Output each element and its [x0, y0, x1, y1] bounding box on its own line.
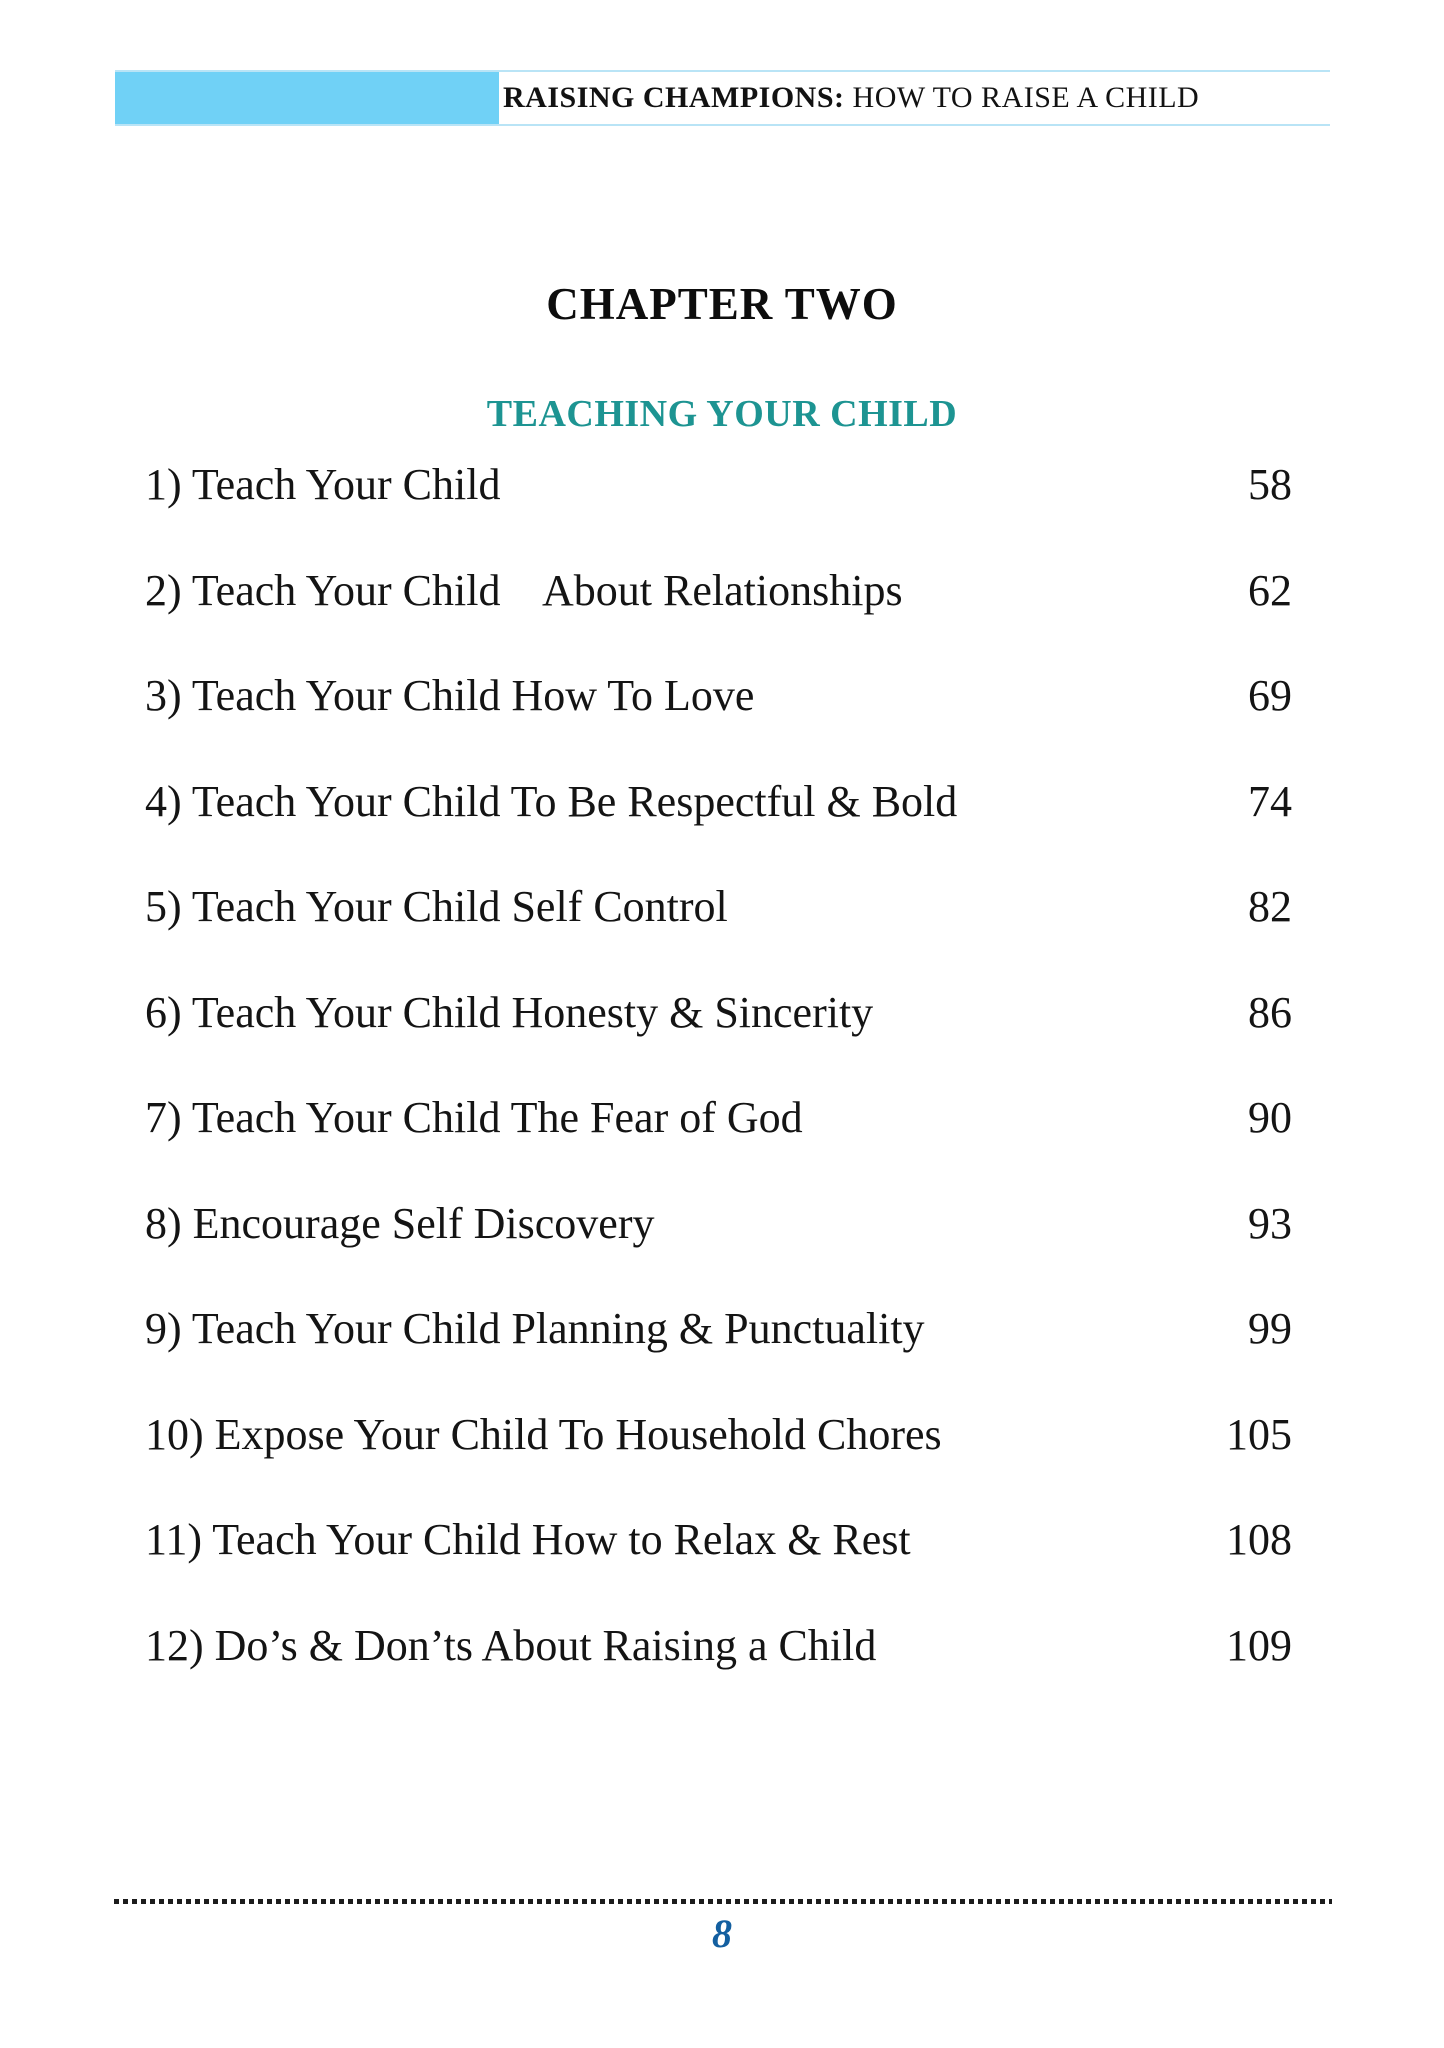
toc-row[interactable] [115, 749, 1330, 855]
toc-item-title: 8) Encourage Self Discovery [145, 1198, 655, 1248]
toc-row[interactable] [115, 1065, 1330, 1171]
toc-row[interactable] [115, 1276, 1330, 1382]
toc-item-title: 1) Teach Your Child [145, 460, 501, 510]
toc-item-title: 7) Teach Your Child The Fear of God [145, 1093, 803, 1143]
header-accent-bar [115, 72, 499, 124]
toc-item-page: 82 [1248, 882, 1292, 932]
toc-item-page: 90 [1248, 1093, 1292, 1143]
toc-item-page: 93 [1248, 1198, 1292, 1248]
page-header [115, 70, 1330, 126]
header-title-bold: RAISING CHAMPIONS: [503, 81, 845, 114]
header-title [503, 72, 1199, 124]
toc-row[interactable] [115, 643, 1330, 749]
toc-item-page: 58 [1248, 460, 1292, 510]
toc-row[interactable] [115, 1593, 1330, 1699]
toc-item-page: 86 [1248, 987, 1292, 1037]
toc-item-page: 109 [1226, 1620, 1292, 1670]
toc-item-title: 4) Teach Your Child To Be Respectful & Bold [145, 776, 958, 826]
toc-list [115, 432, 1330, 1698]
toc-item-title: 10) Expose Your Child To Household Chores [145, 1409, 942, 1459]
toc-item-page: 105 [1226, 1409, 1292, 1459]
toc-row[interactable] [115, 1171, 1330, 1277]
chapter-subtitle: TEACHING YOUR CHILD [486, 392, 958, 435]
footer-divider [114, 1899, 1332, 1904]
toc-item-title: 9) Teach Your Child Planning & Punctuality [145, 1304, 925, 1354]
toc-row[interactable] [115, 960, 1330, 1066]
chapter-title: CHAPTER TWO [546, 279, 898, 330]
toc-item-page: 69 [1248, 671, 1292, 721]
page-number: 8 [712, 1911, 732, 1956]
toc-row[interactable] [115, 538, 1330, 644]
toc-item-title: 11) Teach Your Child How to Relax & Rest [145, 1515, 911, 1565]
toc-row[interactable] [115, 854, 1330, 960]
toc-item-title: 12) Do’s & Don’ts About Raising a Child [145, 1620, 877, 1670]
toc-item-title: 6) Teach Your Child Honesty & Sincerity [145, 987, 874, 1037]
header-title-rest: HOW TO RAISE A CHILD [844, 81, 1200, 114]
toc-item-page: 108 [1226, 1515, 1292, 1565]
toc-row[interactable] [115, 1382, 1330, 1488]
toc-row[interactable] [115, 1487, 1330, 1593]
toc-item-page: 99 [1248, 1304, 1292, 1354]
toc-item-title: 3) Teach Your Child How To Love [145, 671, 755, 721]
toc-item-page: 74 [1248, 776, 1292, 826]
toc-row[interactable] [115, 432, 1330, 538]
toc-item-title: 2) Teach Your Child About Relationships [145, 565, 903, 615]
toc-item-title: 5) Teach Your Child Self Control [145, 882, 728, 932]
toc-item-page: 62 [1248, 565, 1292, 615]
